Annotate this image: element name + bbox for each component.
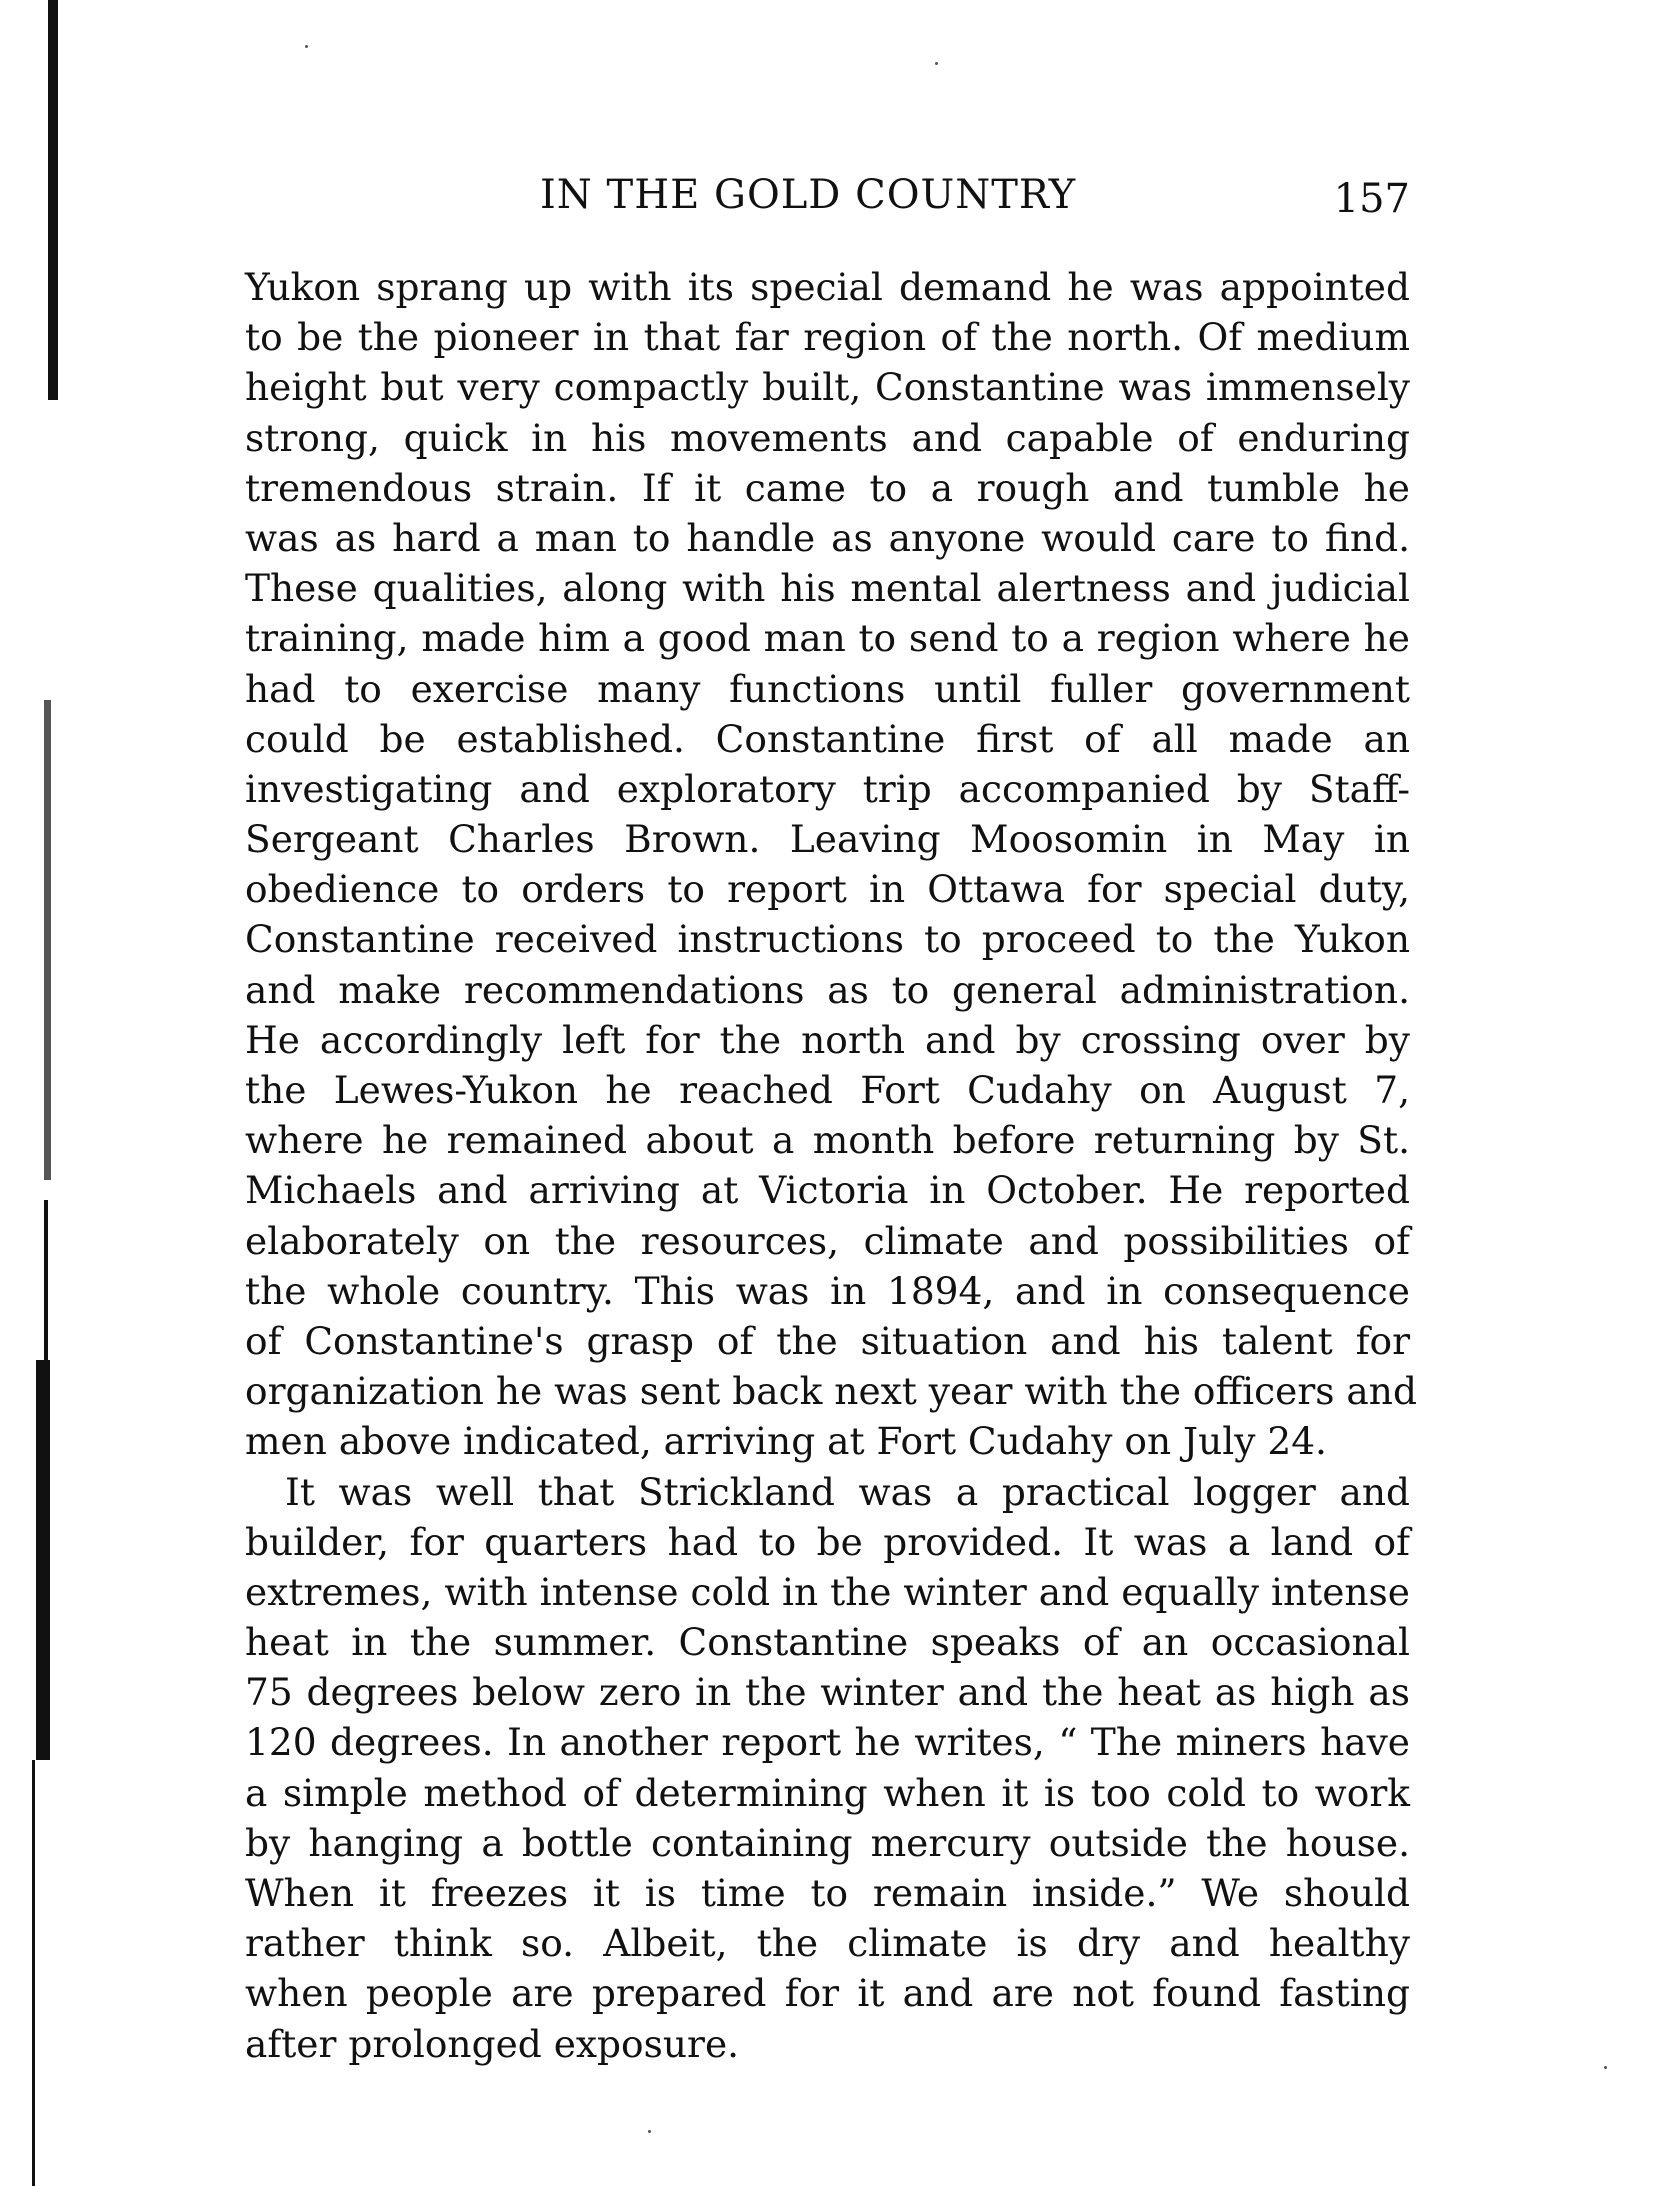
page-number: 157 (1333, 176, 1410, 222)
text-line: tremendous strain. If it came to a rough and tumble he (245, 465, 1410, 510)
text-line: could be established. Constantine first of all made an (245, 716, 1410, 761)
binding-shadow-bottom (32, 1760, 35, 2186)
text-line: When it freezes it is time to remain inside.” We should (245, 1871, 1410, 1915)
text-line: 120 degrees. In another report he writes, “ The miners have (245, 1720, 1410, 1765)
text-line: to be the pioneer in that far region of the north. Of medium (245, 315, 1410, 360)
text-line: obedience to orders to report in Ottawa for special duty, (245, 867, 1410, 912)
text-line: elaborately on the resources, climate and possibilities of (245, 1218, 1410, 1263)
text-line: by hanging a bottle containing mercury outside the house. (245, 1820, 1410, 1865)
running-title: IN THE GOLD COUNTRY (540, 172, 1077, 218)
text-line: 75 degrees below zero in the winter and the heat as high as (245, 1670, 1410, 1715)
text-line: training, made him a good man to send to a region where he (245, 616, 1410, 661)
text-line: had to exercise many functions until fuller government (245, 666, 1410, 711)
text-line: of Constantine's grasp of the situation and his talent for (245, 1318, 1410, 1363)
text-line-paragraph-start: It was well that Strickland was a practical logger and (285, 1469, 1410, 1514)
text-line: Sergeant Charles Brown. Leaving Moosomin in May in (245, 817, 1410, 862)
text-line: Constantine received instructions to proceed to the Yukon (245, 917, 1410, 962)
text-line: the whole country. This was in 1894, and in consequence (245, 1268, 1410, 1313)
text-line: rather think so. Albeit, the climate is dry and healthy (245, 1921, 1410, 1966)
text-line-paragraph-end: after prolonged exposure. (245, 2021, 740, 2066)
text-line: investigating and exploratory trip accompanied by Staff- (245, 766, 1410, 811)
text-line: He accordingly left for the north and by crossing over by (245, 1017, 1410, 1062)
body-text (245, 262, 1417, 2069)
text-line: height but very compactly built, Constantine was immensely (245, 365, 1410, 410)
binding-shadow-top (48, 0, 58, 400)
text-line: strong, quick in his movements and capable of enduring (245, 415, 1410, 460)
binding-shadow-low (44, 1200, 48, 1360)
text-line: and make recommendations as to general administration. (245, 967, 1410, 1012)
scan-speck (648, 2130, 651, 2133)
text-line: the Lewes-Yukon he reached Fort Cudahy on August 7, (245, 1068, 1410, 1112)
text-line: These qualities, along with his mental alertness and judicial (245, 566, 1410, 611)
text-line-paragraph-end: men above indicated, arriving at Fort Cudahy on July 24. (245, 1419, 1327, 1464)
text-line: when people are prepared for it and are not found fasting (245, 1971, 1410, 2016)
text-line: heat in the summer. Constantine speaks of an occasional (245, 1620, 1410, 1665)
scan-speck (305, 45, 308, 48)
text-line: a simple method of determining when it is too cold to work (245, 1770, 1410, 1815)
text-line: organization he was sent back next year with the officers and (245, 1369, 1417, 1414)
binding-shadow-mid (44, 700, 51, 1180)
page-header (540, 172, 1420, 232)
text-line: extremes, with intense cold in the winter and equally intense (245, 1569, 1410, 1614)
text-line: builder, for quarters had to be provided. It was a land of (245, 1519, 1410, 1564)
scan-speck (935, 62, 938, 65)
text-line: Michaels and arriving at Victoria in October. He reported (245, 1168, 1410, 1213)
binding-shadow-lower (36, 1360, 50, 1760)
text-line: where he remained about a month before returning by St. (245, 1118, 1410, 1163)
text-line: was as hard a man to handle as anyone would care to find. (245, 515, 1410, 560)
scan-speck (1604, 2066, 1607, 2069)
text-line: Yukon sprang up with its special demand he was appointed (245, 265, 1410, 309)
